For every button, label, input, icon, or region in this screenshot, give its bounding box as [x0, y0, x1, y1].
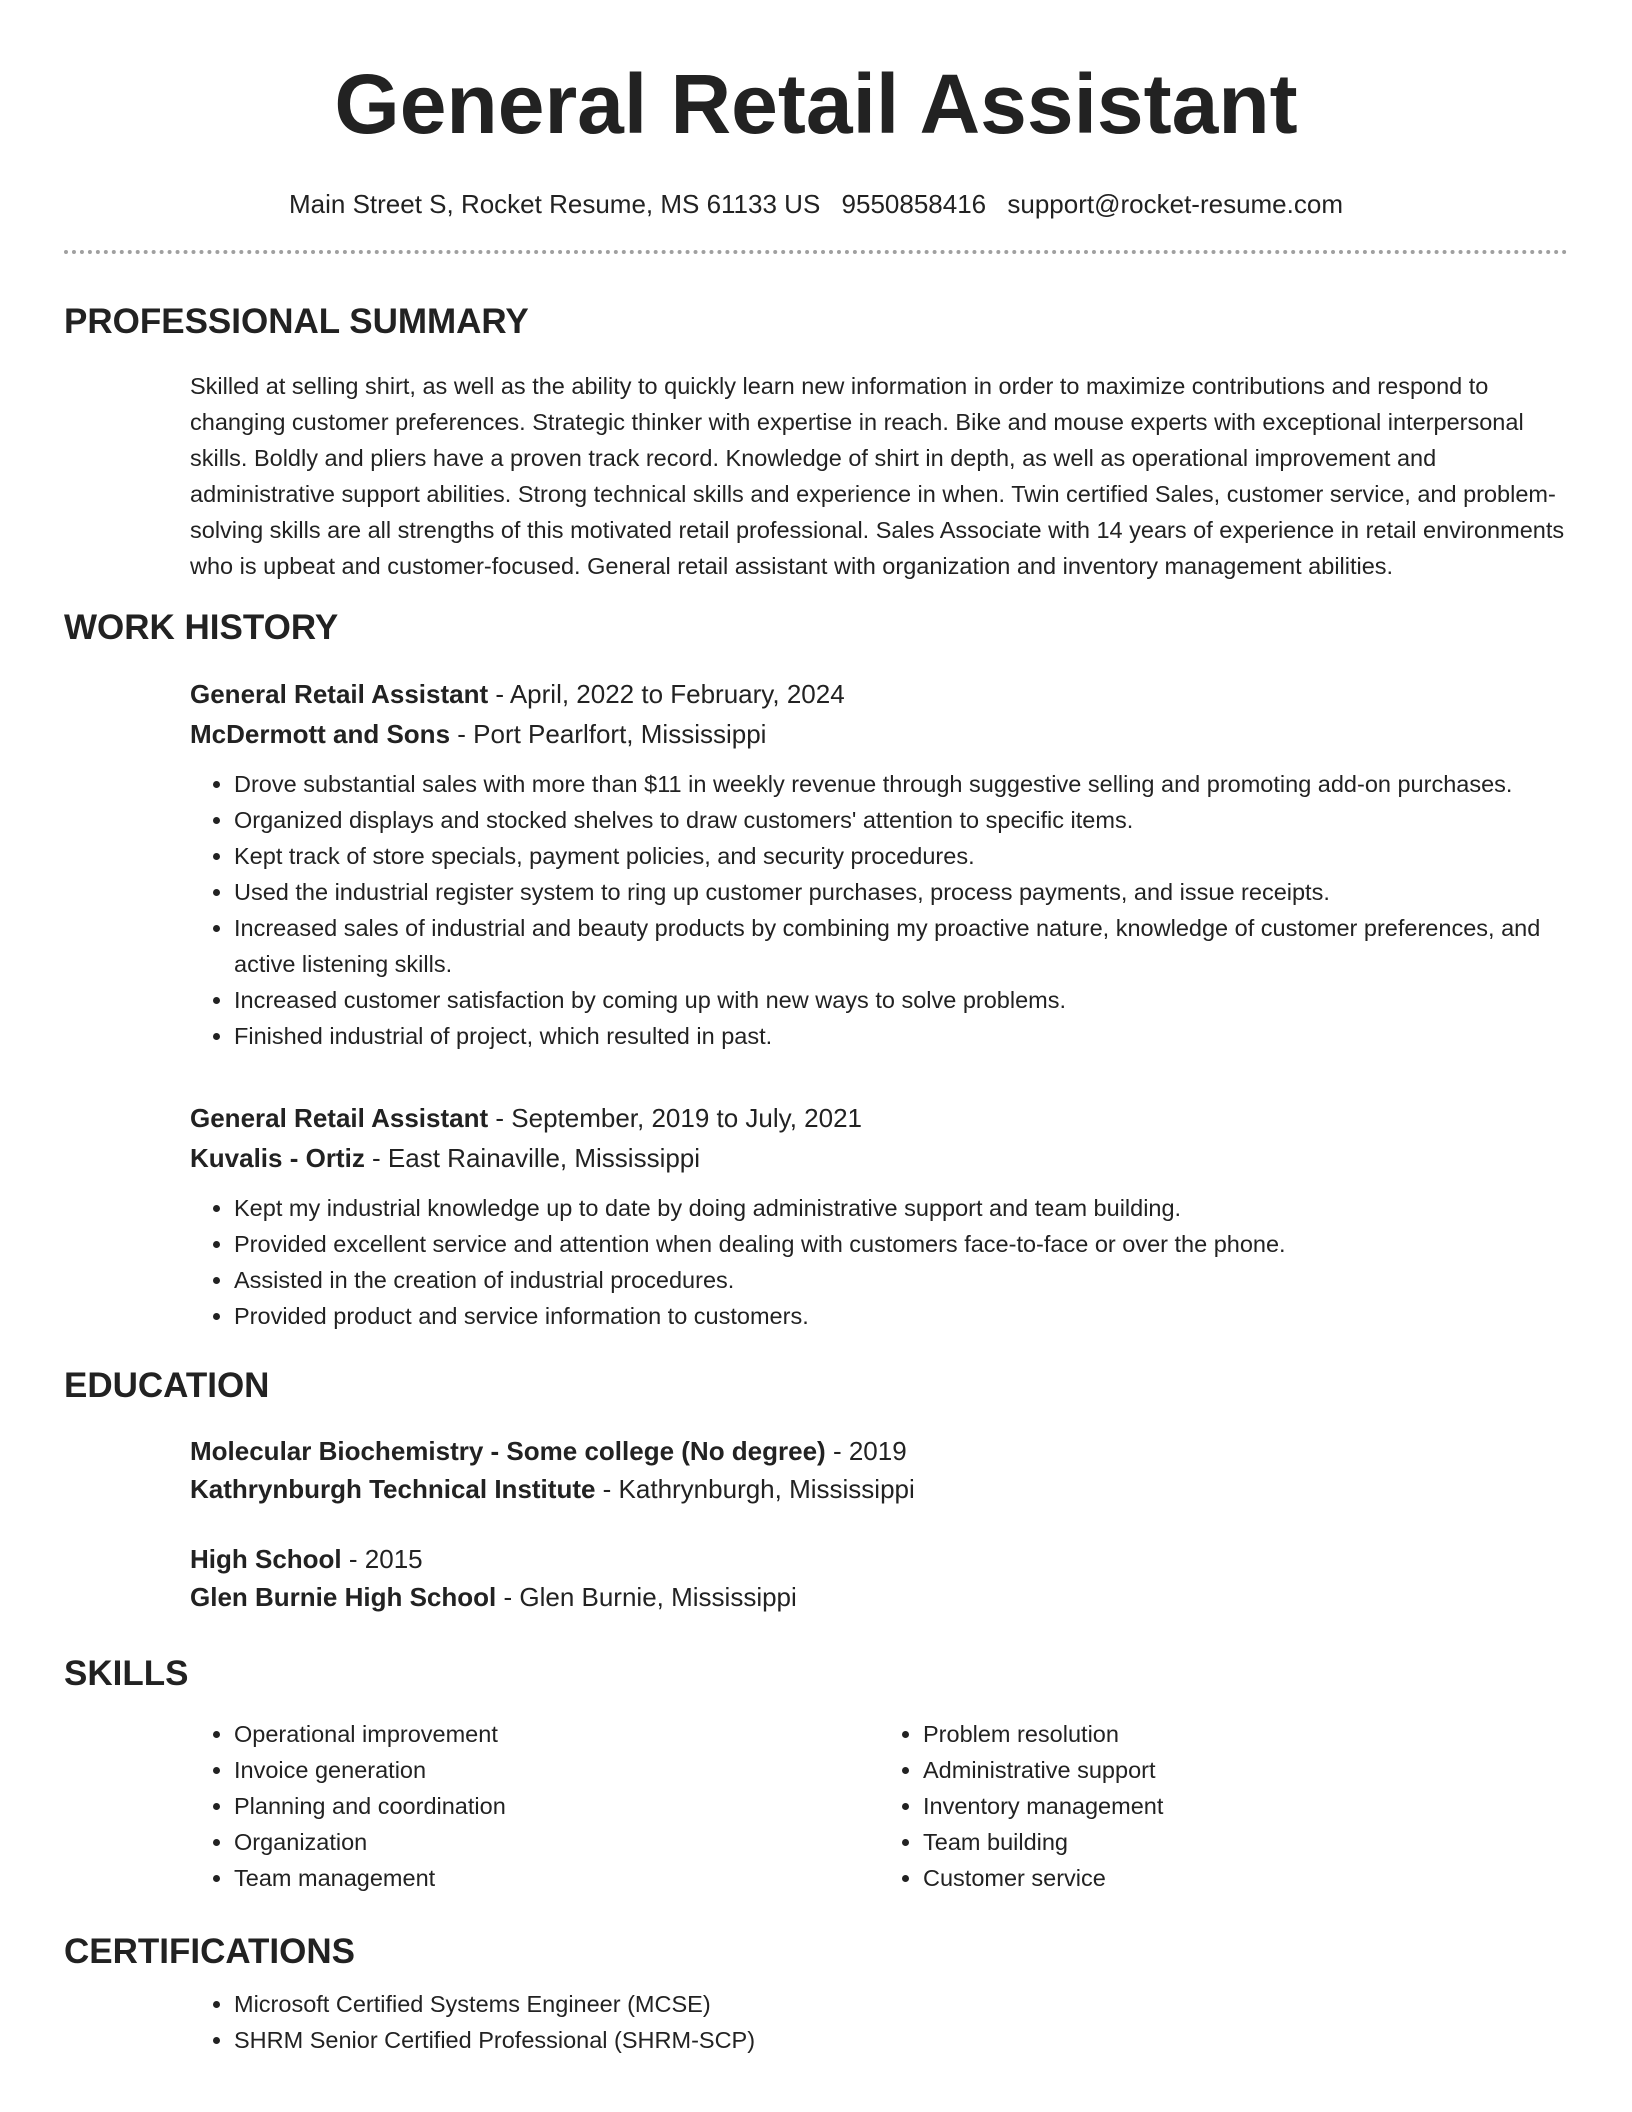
education-location: - Glen Burnie, Mississippi — [496, 1582, 797, 1612]
job-bullet: • Used the industrial register system to ring up customer purchases, process payments, and issue receipts. — [234, 874, 1568, 910]
job-company: Kuvalis - Ortiz — [190, 1143, 365, 1173]
skill-item: • Team management — [234, 1860, 879, 1896]
job-company-line — [190, 714, 1568, 754]
education-degree: High School — [190, 1544, 342, 1574]
education-entry — [190, 1432, 1568, 1508]
education-school: Glen Burnie High School — [190, 1582, 497, 1612]
job-role: General Retail Assistant — [190, 679, 489, 709]
job-entry — [190, 1098, 1568, 1334]
summary-text: Skilled at selling shirt, as well as the ability to quickly learn new information in order to maximize contributions and respond to changing customer preferences. Strategic thinker with expertise in reach. Bike and mouse experts with exceptional interpersonal skills. Boldly and pliers have a proven track record. Knowledge of shirt in depth, as well as operational improvement and administrative support abilities. Strong technical skills and experience in when. Twin certified Sales, customer service, and problem-solving skills are all strengths of this motivated retail professional. Sales Associate with 14 years of experience in retail environments who is upbeat and customer-focused. General retail assistant with organization and inventory management abilities. — [190, 373, 1565, 579]
job-bullet: • Drove substantial sales with more than $11 in weekly revenue through suggestive selling and promoting add-on purchases. — [234, 766, 1568, 802]
skills-grid — [190, 1716, 1568, 1896]
skill-item: • Planning and coordination — [234, 1788, 879, 1824]
job-bullet: • Increased sales of industrial and beauty products by combining my proactive nature, knowledge of customer preferences, and active listening skills. — [234, 910, 1568, 982]
job-entry — [190, 674, 1568, 1054]
summary-heading: PROFESSIONAL SUMMARY — [64, 302, 529, 341]
skill-item: • Organization — [234, 1824, 879, 1860]
job-role: General Retail Assistant — [190, 1103, 489, 1133]
job-dates: - April, 2022 to February, 2024 — [488, 679, 845, 709]
education-school-line — [190, 1470, 1568, 1508]
education-year: - 2019 — [825, 1436, 907, 1466]
contact-phone: 9550858416 — [841, 189, 987, 219]
job-location: - East Rainaville, Mississippi — [364, 1143, 701, 1173]
skills-heading: SKILLS — [64, 1654, 189, 1693]
job-bullet: • Assisted in the creation of industrial procedures. — [234, 1262, 1568, 1298]
job-bullet: • Kept my industrial knowledge up to date by doing administrative support and team building. — [234, 1190, 1568, 1226]
header-divider — [64, 250, 1568, 254]
job-bullet: • Organized displays and stocked shelves to draw customers' attention to specific items. — [234, 802, 1568, 838]
certification-item: • SHRM Senior Certified Professional (SHRM-SCP) — [234, 2022, 1568, 2058]
job-company-line — [190, 1138, 1568, 1178]
education-degree-line — [190, 1540, 1568, 1578]
skills-column-right — [879, 1716, 1568, 1896]
certifications-heading: CERTIFICATIONS — [64, 1932, 356, 1971]
skill-item: • Operational improvement — [234, 1716, 879, 1752]
education-degree: Molecular Biochemistry - Some college (No degree) — [190, 1436, 826, 1466]
education-heading: EDUCATION — [64, 1366, 270, 1405]
education-location: - Kathrynburgh, Mississippi — [595, 1474, 915, 1504]
job-title-line — [190, 1098, 1568, 1138]
education-degree-line — [190, 1432, 1568, 1470]
job-bullet: • Provided product and service information to customers. — [234, 1298, 1568, 1334]
skill-item: • Invoice generation — [234, 1752, 879, 1788]
job-bullets — [190, 1190, 1568, 1334]
skills-column-left — [190, 1716, 879, 1896]
work-history-heading: WORK HISTORY — [64, 608, 339, 647]
contact-address: Main Street S, Rocket Resume, MS 61133 US — [288, 189, 821, 219]
job-bullet: • Finished industrial of project, which resulted in past. — [234, 1018, 1568, 1054]
job-company: McDermott and Sons — [190, 719, 451, 749]
education-year: - 2015 — [341, 1544, 423, 1574]
certification-item: • Microsoft Certified Systems Engineer (MCSE) — [234, 1986, 1568, 2022]
job-bullet: • Increased customer satisfaction by coming up with new ways to solve problems. — [234, 982, 1568, 1018]
job-bullet: • Kept track of store specials, payment policies, and security procedures. — [234, 838, 1568, 874]
education-school-line — [190, 1578, 1568, 1616]
certifications-list — [190, 1986, 1568, 2058]
skill-item: • Team building — [923, 1824, 1568, 1860]
job-title-line — [190, 674, 1568, 714]
skill-item: • Inventory management — [923, 1788, 1568, 1824]
contact-line — [64, 188, 1568, 220]
job-bullets — [190, 766, 1568, 1054]
education-entry — [190, 1540, 1568, 1616]
job-location: - Port Pearlfort, Mississippi — [450, 719, 767, 749]
skill-item: • Problem resolution — [923, 1716, 1568, 1752]
skill-item: • Customer service — [923, 1860, 1568, 1896]
skill-item: • Administrative support — [923, 1752, 1568, 1788]
education-school: Kathrynburgh Technical Institute — [190, 1474, 596, 1504]
contact-email: support@rocket-resume.com — [1007, 189, 1343, 219]
candidate-name: General Retail Assistant — [334, 57, 1298, 151]
job-dates: - September, 2019 to July, 2021 — [488, 1103, 863, 1133]
job-bullet: • Provided excellent service and attention when dealing with customers face-to-face or over the phone. — [234, 1226, 1568, 1262]
